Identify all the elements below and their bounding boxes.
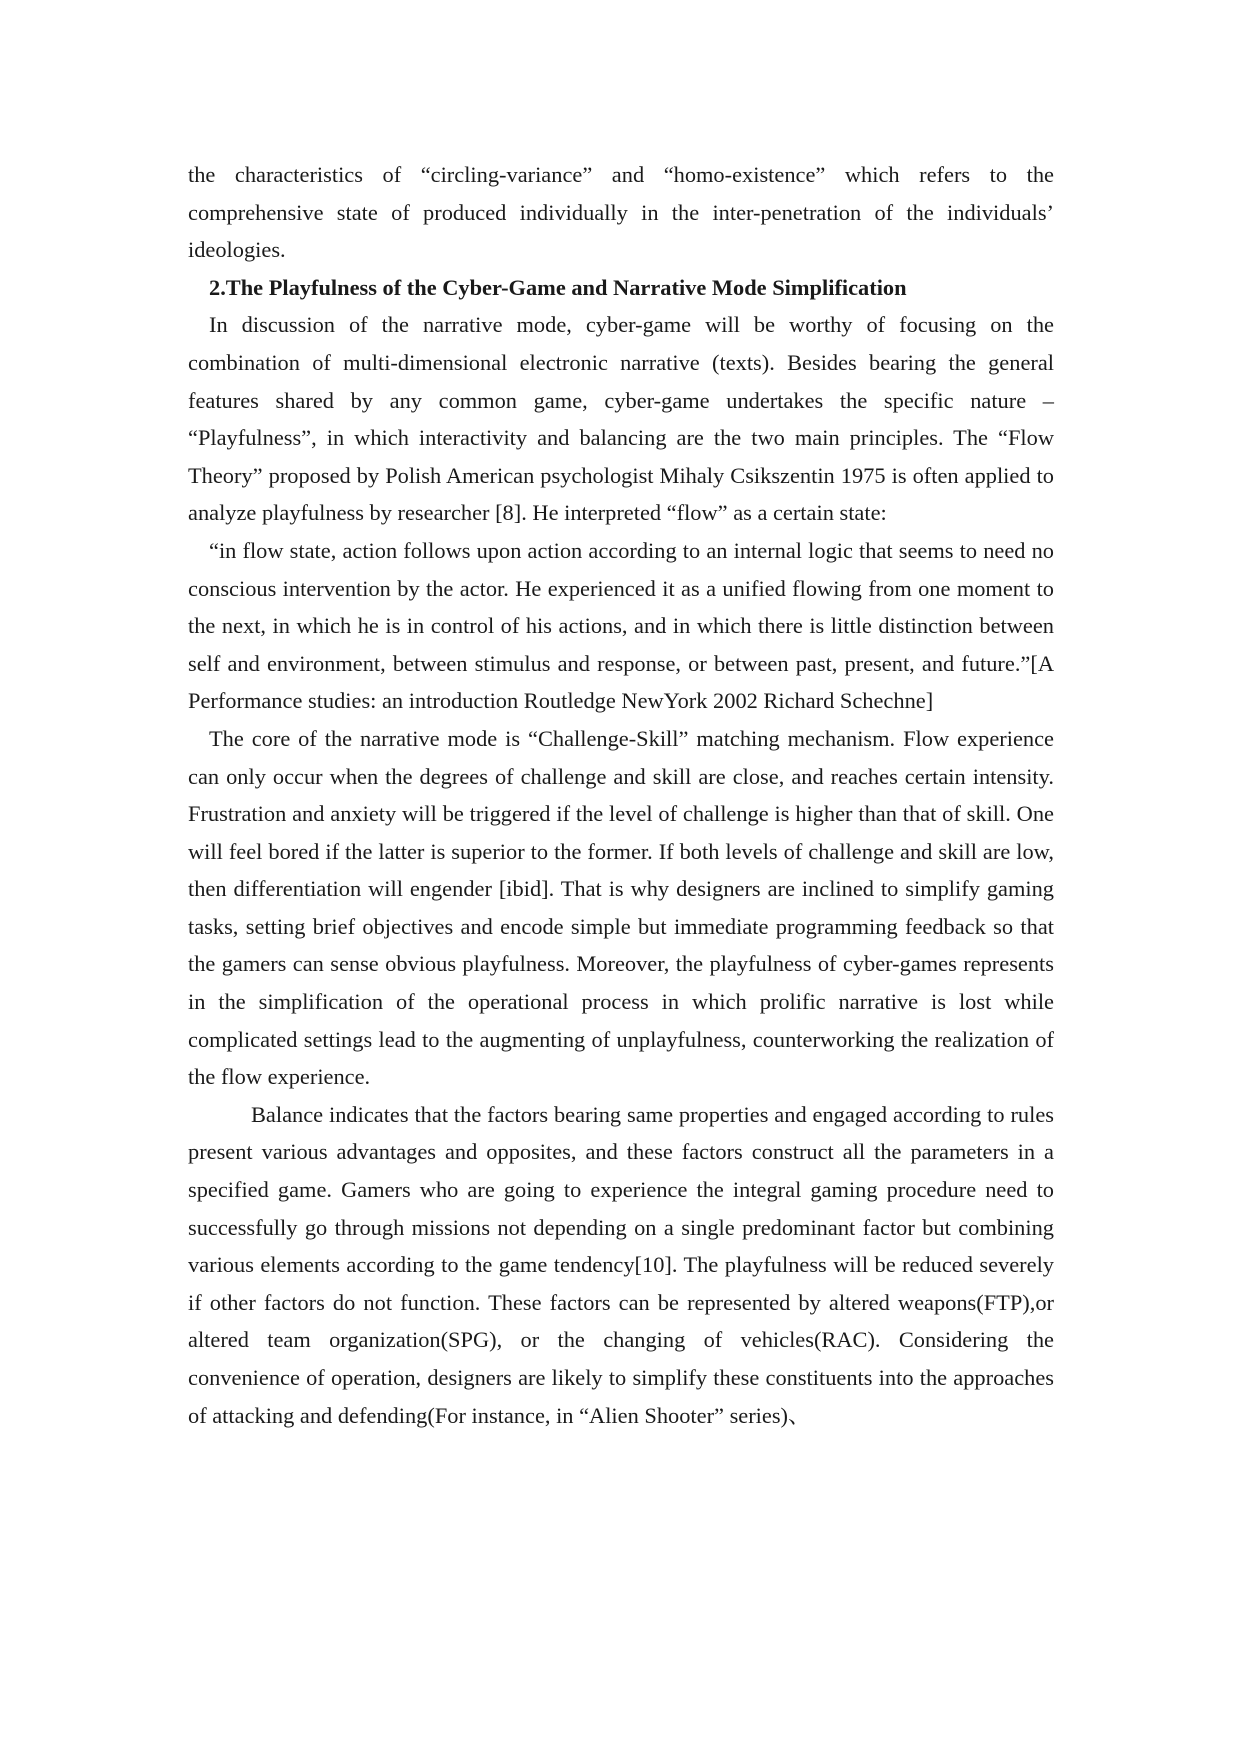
paragraph-continuation: the characteristics of “circling-variance” and “homo-existence” which refers to the comprehensive state of produced individually in the inter-penetration of the individuals’ ideologies. xyxy=(188,162,1054,263)
paragraph-narrative-mode: In discussion of the narrative mode, cyber-game will be worthy of focusing on the combination of multi-dimensional electronic narrative (texts). Besides bearing the general features shared by any common game, cyber-game undertakes the specific nature – “Playfulness”, in which interactivity and balancing are the two main principles. The “Flow Theory” proposed by Polish American psychologist Mihaly Csikszentin 1975 is often applied to analyze playfulness by researcher [8]. He interpreted “flow” as a certain state: xyxy=(188,312,1054,526)
document-page xyxy=(188,156,1054,1434)
paragraph-balance: Balance indicates that the factors bearing same properties and engaged according to rules present various advantages and opposites, and these factors construct all the parameters in a specified game. Gamers who are going to experience the integral gaming procedure need to successfully go through missions not depending on a single predominant factor but combining various elements according to the game tendency[10]. The playfulness will be reduced severely if other factors do not function. These factors can be represented by altered weapons(FTP),or altered team organization(SPG), or the changing of vehicles(RAC). Considering the convenience of operation, designers are likely to simplify these constituents into the approaches of attacking and defending(For instance, in “Alien Shooter” series)、 xyxy=(188,1101,1054,1428)
section-heading: 2.The Playfulness of the Cyber-Game and Narrative Mode Simplification xyxy=(209,274,907,300)
paragraph-challenge-skill: The core of the narrative mode is “Challenge-Skill” matching mechanism. Flow experience can only occur when the degrees of challenge and skill are close, and reaches certain intensity. Frustration and anxiety will be triggered if the level of challenge is higher than that of skill. One will feel bored if the latter is superior to the former. If both levels of challenge and skill are low, then differentiation will engender [ibid]. That is why designers are inclined to simplify gaming tasks, setting brief objectives and encode simple but immediate programming feedback so that the gamers can sense obvious playfulness. Moreover, the playfulness of cyber-games represents in the simplification of the operational process in which prolific narrative is lost while complicated settings lead to the augmenting of unplayfulness, counterworking the realization of the flow experience. xyxy=(188,725,1054,1090)
paragraph-flow-quote: “in flow state, action follows upon action according to an internal logic that seems to need no conscious intervention by the actor. He experienced it as a unified flowing from one moment to the next, in which he is in control of his actions, and in which there is little distinction between self and environment, between stimulus and response, or between past, present, and future.”[A Performance studies: an introduction Routledge NewYork 2002 Richard Schechne] xyxy=(188,537,1054,714)
